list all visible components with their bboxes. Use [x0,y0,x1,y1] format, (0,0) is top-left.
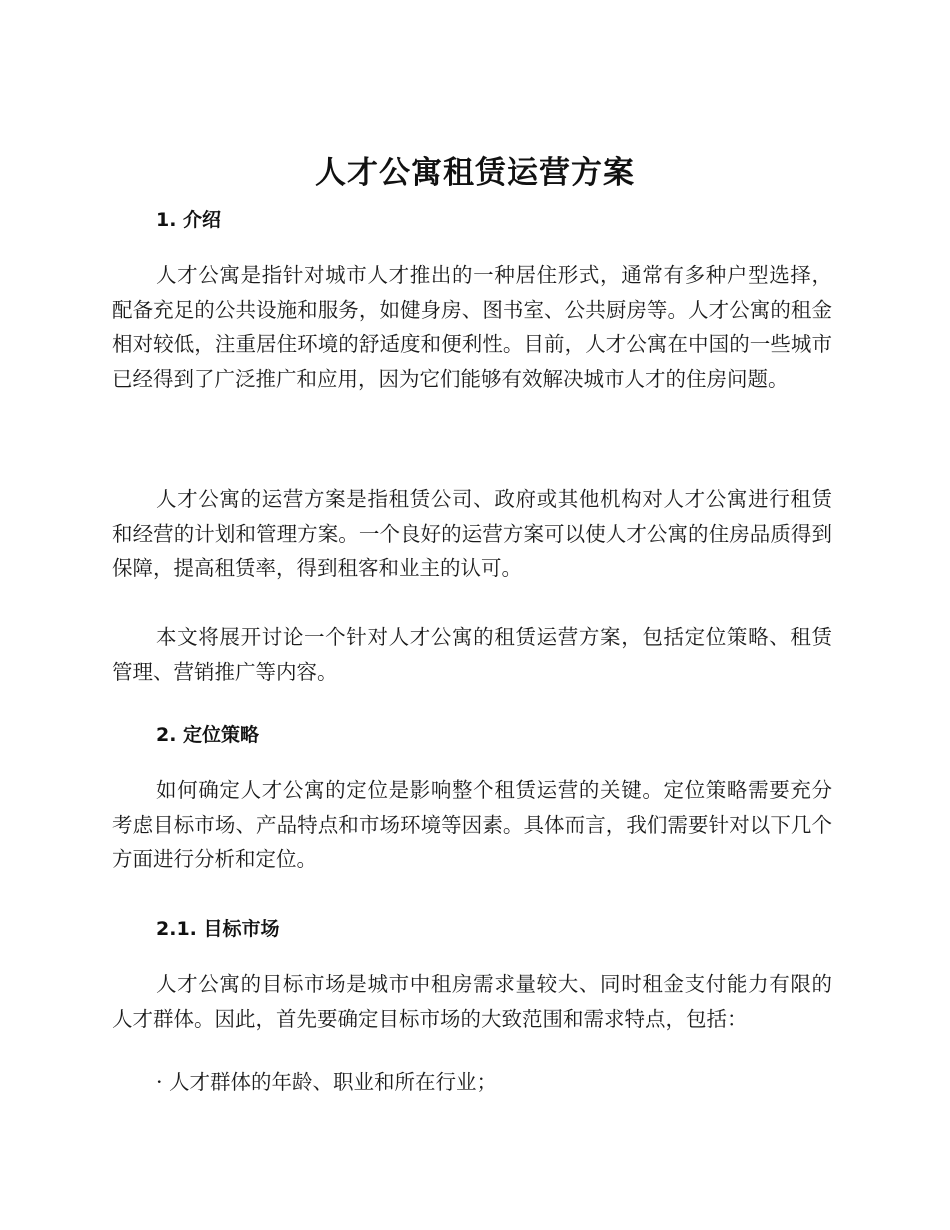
intro-paragraph-3: 本文将展开讨论一个针对人才公寓的租赁运营方案，包括定位策略、租赁管理、营销推广等内容。 [112,625,832,684]
positioning-paragraph-1: 如何确定人才公寓的定位是影响整个租赁运营的关键。定位策略需要充分考虑目标市场、产品特点和市场环境等因素。具体而言，我们需要针对以下几个方面进行分析和定位。 [112,778,832,871]
section-heading-intro: 1. 介绍 [156,209,222,231]
target-market-paragraph-1: 人才公寓的目标市场是城市中租房需求量较大、同时租金支付能力有限的人才群体。因此，首先要确定目标市场的大致范围和需求特点，包括： [112,972,832,1031]
document-title: 人才公寓租赁运营方案 [315,155,635,191]
intro-paragraph-1: 人才公寓是指针对城市人才推出的一种居住形式，通常有多种户型选择，配备充足的公共设施和服务，如健身房、图书室、公共厨房等。人才公寓的租金相对较低，注重居住环境的舒适度和便利性。目前，人才公寓在中国的一些城市已经得到了广泛推广和应用，因为它们能够有效解决城市人才的住房问题。 [112,263,832,391]
section-heading-positioning: 2. 定位策略 [156,724,260,746]
target-market-bullet-1: · 人才群体的年龄、职业和所在行业； [156,1070,498,1094]
section-heading-target-market: 2.1. 目标市场 [156,918,280,940]
intro-paragraph-2: 人才公寓的运营方案是指租赁公司、政府或其他机构对人才公寓进行租赁和经营的计划和管理方案。一个良好的运营方案可以使人才公寓的住房品质得到保障，提高租赁率，得到租客和业主的认可。 [112,487,832,580]
